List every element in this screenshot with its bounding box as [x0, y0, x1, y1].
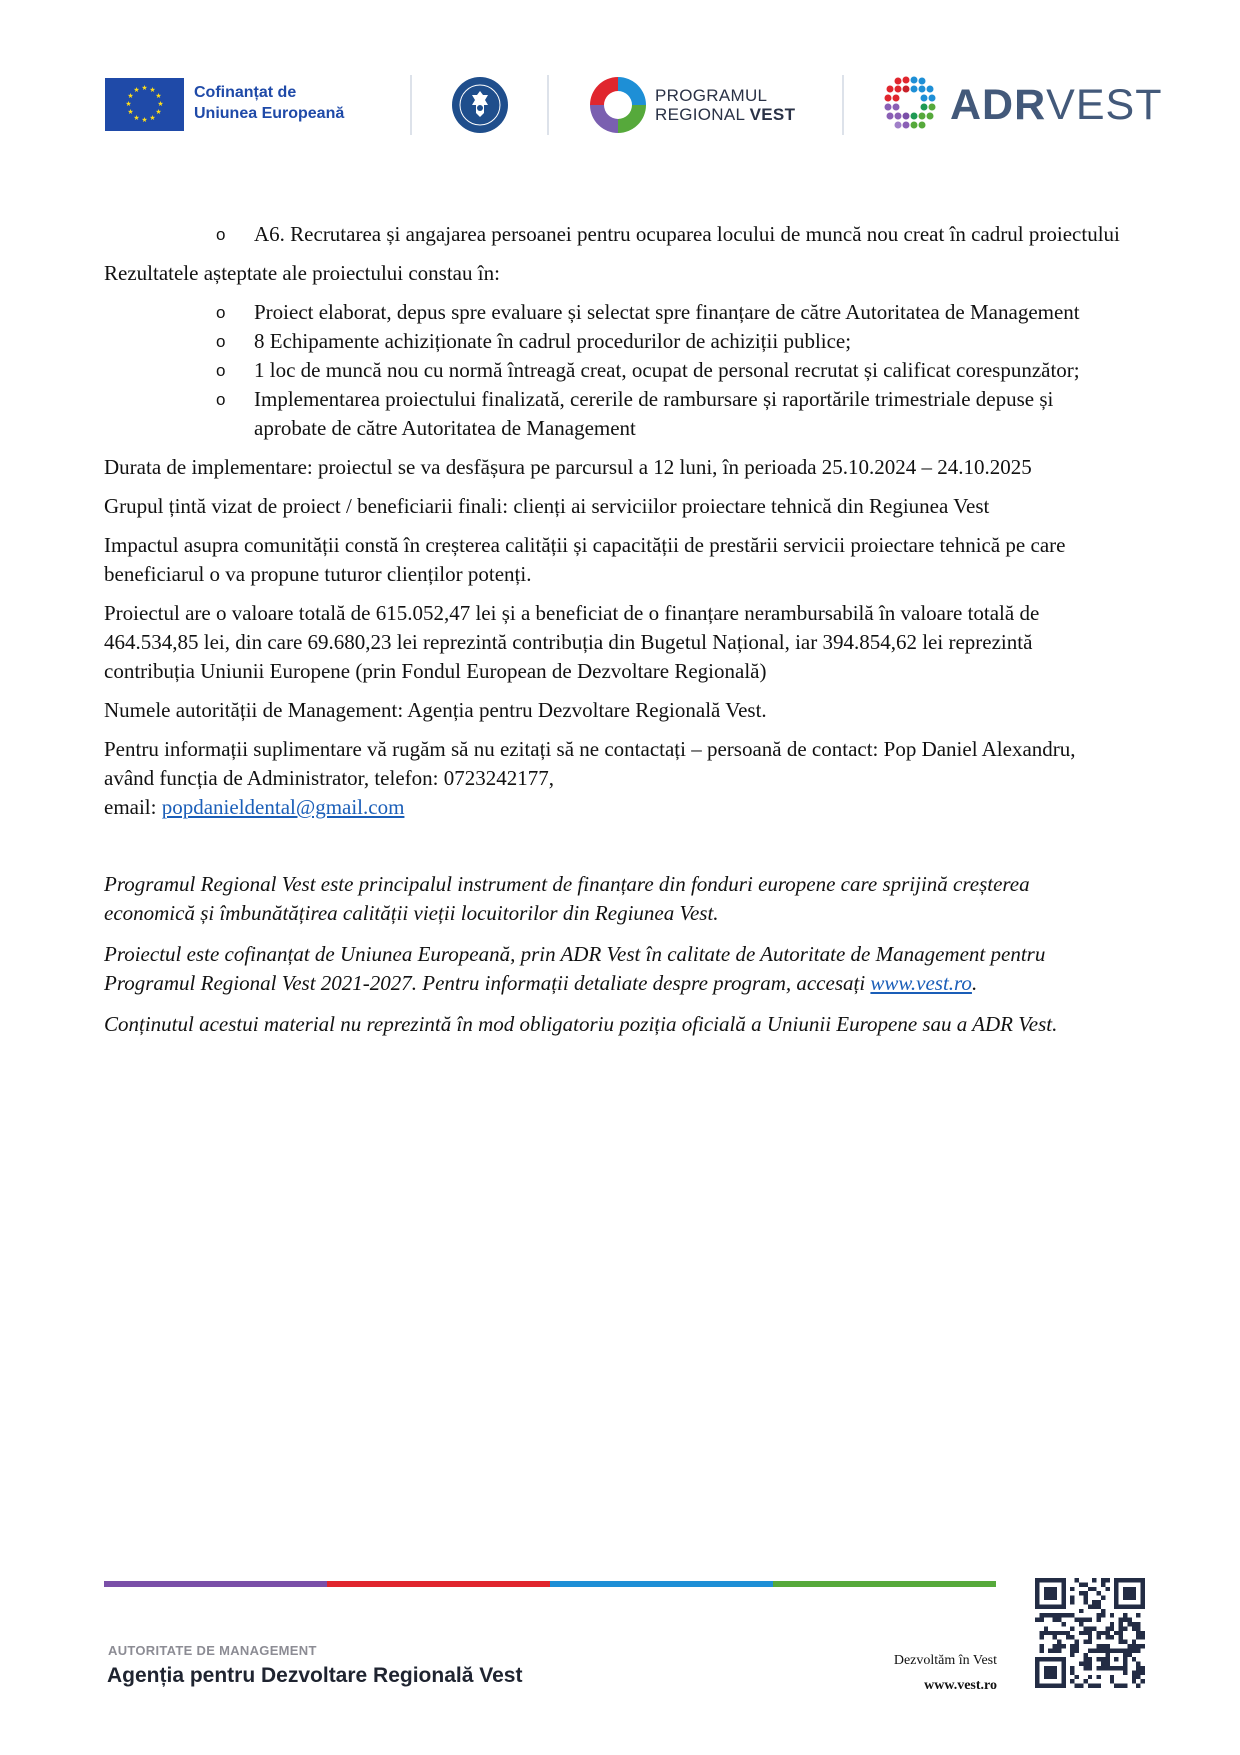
svg-text:★: ★	[125, 100, 132, 108]
qr-module	[1039, 1635, 1043, 1639]
qr-module	[1044, 1666, 1057, 1679]
qr-module	[1092, 1648, 1096, 1652]
managing-authority: Numele autorității de Management: Agenția pentru Dezvoltare Regională Vest.	[104, 698, 767, 722]
qr-module	[1044, 1587, 1057, 1600]
qr-module	[1110, 1626, 1114, 1630]
qr-module	[1119, 1622, 1123, 1626]
result-text: 8 Echipamente achiziționate în cadrul procedurilor de achiziții publice;	[254, 329, 852, 353]
qr-module	[1132, 1657, 1136, 1661]
qr-module	[1088, 1657, 1092, 1661]
qr-module	[1083, 1640, 1087, 1644]
contact-text: Pentru informații suplimentare vă rugăm să nu ezitați să ne contactați – persoană de contact: Pop Daniel Alexandru, având funcția de Administrator, telefon: 0723242177,	[104, 737, 1076, 790]
program-label-regional: REGIONAL	[655, 105, 750, 124]
qr-module	[1044, 1626, 1048, 1630]
qr-module	[1088, 1587, 1092, 1591]
qr-module	[1044, 1631, 1048, 1635]
qr-module	[1136, 1684, 1140, 1688]
qr-module	[1088, 1618, 1092, 1622]
qr-module	[1141, 1631, 1145, 1635]
qr-module	[1070, 1648, 1074, 1652]
eu-label-line2: Uniunea Europeană	[194, 105, 345, 122]
program-label-line1: PROGRAMUL	[655, 86, 768, 105]
qr-module	[1092, 1578, 1096, 1582]
results-intro: Rezultatele așteptate ale proiectului constau în:	[104, 261, 500, 285]
qr-module	[1092, 1626, 1096, 1630]
svg-text:★: ★	[155, 92, 162, 100]
qr-module	[1097, 1591, 1101, 1595]
qr-module	[1110, 1622, 1114, 1626]
disclaimer-block	[104, 870, 1124, 1039]
qr-module	[1092, 1587, 1096, 1591]
eu-label-line1: Cofinanțat de	[194, 84, 297, 101]
qr-module	[1127, 1653, 1131, 1657]
qr-module	[1075, 1675, 1079, 1679]
qr-module	[1079, 1582, 1083, 1586]
qr-module	[1088, 1626, 1092, 1630]
qr-module	[1075, 1644, 1079, 1648]
qr-module	[1083, 1662, 1087, 1666]
result-item	[104, 298, 1124, 327]
qr-module	[1141, 1644, 1145, 1648]
programul-regional-vest-ring-icon	[588, 75, 648, 135]
qr-module	[1141, 1679, 1145, 1683]
project-value: Proiectul are o valoare totală de 615.052,47 lei și a beneficiat de o finanțare nerambursabilă în valoare totală de 464.534,85 lei, din care 69.680,23 lei reprezintă contribuția din Bugetul Național, iar 394.854,62 lei reprezintă contribuția Uniunii Europene (prin Fondul European de Dezvoltare Regională)	[104, 601, 1040, 683]
qr-module	[1132, 1640, 1136, 1644]
qr-module	[1083, 1666, 1087, 1670]
qr-module	[1039, 1613, 1043, 1617]
cofinancing-statement	[104, 940, 1124, 998]
target-group: Grupul țintă vizat de proiect / beneficiarii finali: clienți ai serviciilor proiectare tehnică din Regiunea Vest	[104, 494, 990, 518]
vest-website-link[interactable]: www.vest.ro	[870, 971, 972, 995]
qr-module	[1097, 1631, 1101, 1635]
qr-module	[1057, 1648, 1061, 1652]
qr-module	[1132, 1644, 1136, 1648]
qr-module	[1079, 1609, 1083, 1613]
cofinancing-text: Proiectul este cofinanțat de Uniunea Europeană, prin ADR Vest în calitate de Autoritate de Management pentru Programul Regional Vest 2021-2027. Pentru informații detaliate despre program, accesați	[104, 942, 1046, 995]
footer-slogan-block	[894, 1648, 997, 1698]
qr-module	[1057, 1631, 1061, 1635]
eu-cofinancing-label	[194, 82, 344, 124]
qr-module	[1079, 1618, 1083, 1622]
qr-module	[1039, 1644, 1043, 1648]
bullet-icon: o	[216, 303, 226, 322]
svg-text:★: ★	[133, 86, 140, 94]
bullet-icon: o	[216, 361, 226, 380]
qr-module	[1132, 1648, 1136, 1652]
qr-module	[1070, 1666, 1074, 1670]
logo-divider	[410, 75, 412, 135]
qr-module	[1039, 1631, 1043, 1635]
svg-text:★: ★	[141, 116, 148, 124]
implementation-duration: Durata de implementare: proiectul se va desfășura pe parcursul a 12 luni, în perioada 25.10.2024 – 24.10.2025	[104, 455, 1032, 479]
qr-module	[1088, 1648, 1092, 1652]
qr-module	[1105, 1635, 1109, 1639]
qr-module	[1101, 1578, 1105, 1582]
qr-module	[1101, 1582, 1105, 1586]
qr-module	[1097, 1684, 1101, 1688]
qr-module	[1136, 1631, 1140, 1635]
contact-info	[104, 735, 1124, 822]
qr-module	[1070, 1587, 1074, 1591]
qr-module	[1114, 1631, 1118, 1635]
result-text: Proiect elaborat, depus spre evaluare și selectat spre finanțare de către Autoritatea de Management	[254, 300, 1080, 324]
qr-module	[1048, 1648, 1052, 1652]
qr-module	[1079, 1662, 1083, 1666]
qr-module	[1066, 1613, 1070, 1617]
footer-agency-name: Agenția pentru Dezvoltare Regională Vest	[107, 1664, 523, 1687]
qr-module	[1088, 1662, 1092, 1666]
eu-disclaimer: Conținutul acestui material nu reprezintă în mod obligatoriu poziția oficială a Uniunii Europene sau a ADR Vest.	[104, 1012, 1058, 1036]
qr-module	[1097, 1635, 1101, 1639]
qr-module	[1075, 1684, 1079, 1688]
qr-module	[1101, 1613, 1105, 1617]
svg-text:★: ★	[149, 114, 156, 122]
svg-text:★: ★	[141, 84, 148, 92]
qr-module	[1070, 1600, 1074, 1604]
document-body	[104, 220, 1124, 1051]
qr-module	[1119, 1631, 1123, 1635]
qr-module	[1097, 1618, 1101, 1622]
qr-module	[1105, 1587, 1109, 1591]
footer-website[interactable]: www.vest.ro	[924, 1678, 997, 1693]
qr-module	[1079, 1631, 1083, 1635]
qr-module	[1079, 1684, 1083, 1688]
program-description: Programul Regional Vest este principalul instrument de finanțare din fonduri europene care sprijină creșterea economică și îmbunătățirea calității vieții locuitorilor din Regiunea Vest.	[104, 872, 1030, 925]
qr-module	[1053, 1648, 1057, 1652]
qr-module	[1136, 1644, 1140, 1648]
qr-module	[1132, 1675, 1136, 1679]
qr-module	[1079, 1591, 1083, 1595]
qr-module	[1114, 1657, 1118, 1661]
qr-module	[1127, 1648, 1131, 1652]
qr-module	[1070, 1670, 1074, 1674]
result-item	[104, 385, 1124, 443]
qr-module	[1136, 1666, 1140, 1670]
footer-slogan: Dezvoltăm în Vest	[893, 1653, 997, 1668]
qr-module	[1057, 1640, 1061, 1644]
qr-module	[1092, 1600, 1096, 1604]
qr-module	[1141, 1635, 1145, 1639]
qr-module	[1110, 1635, 1114, 1639]
qr-module	[1083, 1653, 1087, 1657]
qr-module	[1070, 1596, 1074, 1600]
qr-module	[1136, 1613, 1140, 1617]
qr-module	[1097, 1657, 1101, 1661]
logo-divider	[842, 75, 844, 135]
color-bar-segment	[773, 1581, 996, 1587]
qr-module	[1097, 1666, 1101, 1670]
qr-module	[1088, 1666, 1092, 1670]
result-text: Implementarea proiectului finalizată, cererile de rambursare și raportările trimestriale depuse și aprobate de către Autoritatea de Management	[254, 387, 1054, 440]
document-header	[0, 0, 1240, 160]
qr-module	[1127, 1644, 1131, 1648]
qr-module	[1061, 1631, 1065, 1635]
qr-module	[1075, 1648, 1079, 1652]
qr-module	[1101, 1666, 1105, 1670]
svg-text:★: ★	[133, 114, 140, 122]
qr-module	[1105, 1578, 1109, 1582]
qr-module	[1101, 1609, 1105, 1613]
qr-module	[1053, 1635, 1057, 1639]
qr-module	[1048, 1613, 1052, 1617]
cofinancing-period: .	[971, 971, 978, 995]
qr-module	[1119, 1640, 1123, 1644]
qr-module	[1088, 1684, 1092, 1688]
qr-module	[1123, 1640, 1127, 1644]
qr-module	[1061, 1644, 1065, 1648]
results-list	[104, 298, 1124, 443]
activity-text: A6. Recrutarea și angajarea persoanei pentru ocuparea locului de muncă nou creat în cadrul proiectului	[254, 222, 1120, 246]
svg-text:★: ★	[155, 108, 162, 116]
qr-module	[1105, 1626, 1109, 1630]
qr-module	[1083, 1591, 1087, 1595]
qr-module	[1105, 1644, 1109, 1648]
qr-module	[1097, 1604, 1101, 1608]
bullet-icon: o	[216, 332, 226, 351]
qr-module	[1088, 1604, 1092, 1608]
program-label-vest: VEST	[749, 105, 796, 124]
color-bar-segment	[550, 1581, 773, 1587]
qr-module	[1083, 1618, 1087, 1622]
qr-module	[1070, 1679, 1074, 1683]
bullet-icon: o	[216, 225, 226, 244]
qr-module	[1101, 1596, 1105, 1600]
svg-text:★: ★	[149, 86, 156, 94]
footer-authority-label: AUTORITATE DE MANAGEMENT	[108, 1643, 317, 1658]
email-label: email:	[104, 795, 162, 819]
qr-module	[1101, 1662, 1105, 1666]
qr-module	[1110, 1679, 1114, 1683]
qr-code-icon	[1035, 1578, 1145, 1688]
qr-module	[1127, 1622, 1131, 1626]
eu-flag-icon	[105, 78, 184, 131]
qr-module	[1123, 1670, 1127, 1674]
qr-module	[1123, 1613, 1127, 1617]
qr-module	[1083, 1596, 1087, 1600]
qr-module	[1075, 1618, 1079, 1622]
qr-module	[1110, 1613, 1114, 1617]
result-item	[104, 327, 1124, 356]
qr-module	[1088, 1640, 1092, 1644]
qr-module	[1136, 1635, 1140, 1639]
color-bar-segment	[104, 1581, 327, 1587]
community-impact: Impactul asupra comunității constă în creșterea calității și capacității de prestării servicii proiectare tehnică pe care beneficiarul o va propune tuturor clienților potenți.	[104, 533, 1066, 586]
qr-module	[1083, 1582, 1087, 1586]
qr-module	[1053, 1613, 1057, 1617]
activity-item-a6	[104, 220, 1124, 249]
qr-module	[1066, 1631, 1070, 1635]
qr-module	[1070, 1626, 1074, 1630]
qr-module	[1083, 1600, 1087, 1604]
qr-module	[1136, 1675, 1140, 1679]
email-link[interactable]: popdanieldental@gmail.com	[161, 795, 405, 819]
qr-module	[1079, 1622, 1083, 1626]
adr-wordmark-bold: ADR	[950, 81, 1047, 129]
qr-module	[1066, 1635, 1070, 1639]
result-item	[104, 356, 1124, 385]
qr-module	[1123, 1684, 1127, 1688]
qr-module	[1123, 1587, 1136, 1600]
adr-wordmark-regular: VEST	[1046, 81, 1163, 129]
qr-module	[1083, 1679, 1087, 1683]
qr-module	[1053, 1618, 1057, 1622]
qr-module	[1136, 1648, 1140, 1652]
romanian-government-seal-icon	[450, 75, 510, 135]
qr-module	[1044, 1613, 1048, 1617]
qr-module	[1097, 1675, 1101, 1679]
qr-module	[1097, 1644, 1101, 1648]
qr-module	[1035, 1618, 1039, 1622]
logo-divider	[547, 75, 549, 135]
color-bar-segment	[327, 1581, 550, 1587]
qr-module	[1053, 1631, 1057, 1635]
program-label-line2	[655, 105, 795, 124]
qr-module	[1097, 1648, 1101, 1652]
qr-module	[1070, 1613, 1074, 1617]
qr-module	[1136, 1622, 1140, 1626]
qr-module	[1127, 1618, 1131, 1622]
qr-module	[1132, 1626, 1136, 1630]
adr-vest-wordmark	[950, 80, 1162, 130]
programul-regional-vest-label	[655, 86, 795, 124]
qr-module	[1119, 1684, 1123, 1688]
qr-module	[1092, 1604, 1096, 1608]
qr-module	[1097, 1613, 1101, 1617]
qr-module	[1083, 1657, 1087, 1661]
svg-text:★: ★	[127, 108, 134, 116]
bullet-icon: o	[216, 390, 226, 409]
qr-module	[1039, 1648, 1043, 1652]
qr-module	[1070, 1635, 1074, 1639]
activity-list	[104, 220, 1124, 249]
qr-module	[1123, 1626, 1127, 1630]
qr-module	[1101, 1657, 1105, 1661]
qr-module	[1092, 1684, 1096, 1688]
qr-module	[1057, 1644, 1061, 1648]
qr-module	[1075, 1640, 1079, 1644]
qr-module	[1075, 1578, 1079, 1582]
qr-module	[1039, 1618, 1043, 1622]
qr-module	[1097, 1600, 1101, 1604]
qr-module	[1141, 1666, 1145, 1670]
qr-module	[1123, 1618, 1127, 1622]
qr-module	[1057, 1613, 1061, 1617]
svg-text:★: ★	[157, 100, 164, 108]
qr-module	[1057, 1618, 1061, 1622]
qr-module	[1101, 1631, 1105, 1635]
qr-module	[1061, 1613, 1065, 1617]
qr-module	[1119, 1626, 1123, 1630]
qr-module	[1061, 1622, 1065, 1626]
footer-color-bar	[104, 1581, 996, 1587]
qr-module	[1141, 1670, 1145, 1674]
adr-vest-dots-icon	[880, 75, 940, 135]
qr-module	[1136, 1662, 1140, 1666]
qr-module	[1088, 1631, 1092, 1635]
qr-module	[1048, 1631, 1052, 1635]
qr-module	[1088, 1675, 1092, 1679]
result-text: 1 loc de muncă nou cu normă întreagă creat, ocupat de personal recrutat și calificat corespunzător;	[254, 358, 1080, 382]
qr-module	[1114, 1684, 1118, 1688]
qr-module	[1136, 1626, 1140, 1630]
qr-module	[1132, 1622, 1136, 1626]
qr-module	[1132, 1670, 1136, 1674]
qr-module	[1101, 1648, 1105, 1652]
qr-module	[1119, 1618, 1123, 1622]
qr-module	[1070, 1644, 1074, 1648]
qr-module	[1119, 1635, 1123, 1639]
svg-text:★: ★	[127, 92, 134, 100]
qr-module	[1110, 1675, 1114, 1679]
qr-module	[1101, 1644, 1105, 1648]
qr-module	[1083, 1626, 1087, 1630]
qr-module	[1132, 1679, 1136, 1683]
qr-module	[1083, 1631, 1087, 1635]
qr-module	[1105, 1631, 1109, 1635]
qr-module	[1070, 1653, 1074, 1657]
qr-module	[1053, 1644, 1057, 1648]
qr-module	[1088, 1635, 1092, 1639]
qr-module	[1136, 1670, 1140, 1674]
